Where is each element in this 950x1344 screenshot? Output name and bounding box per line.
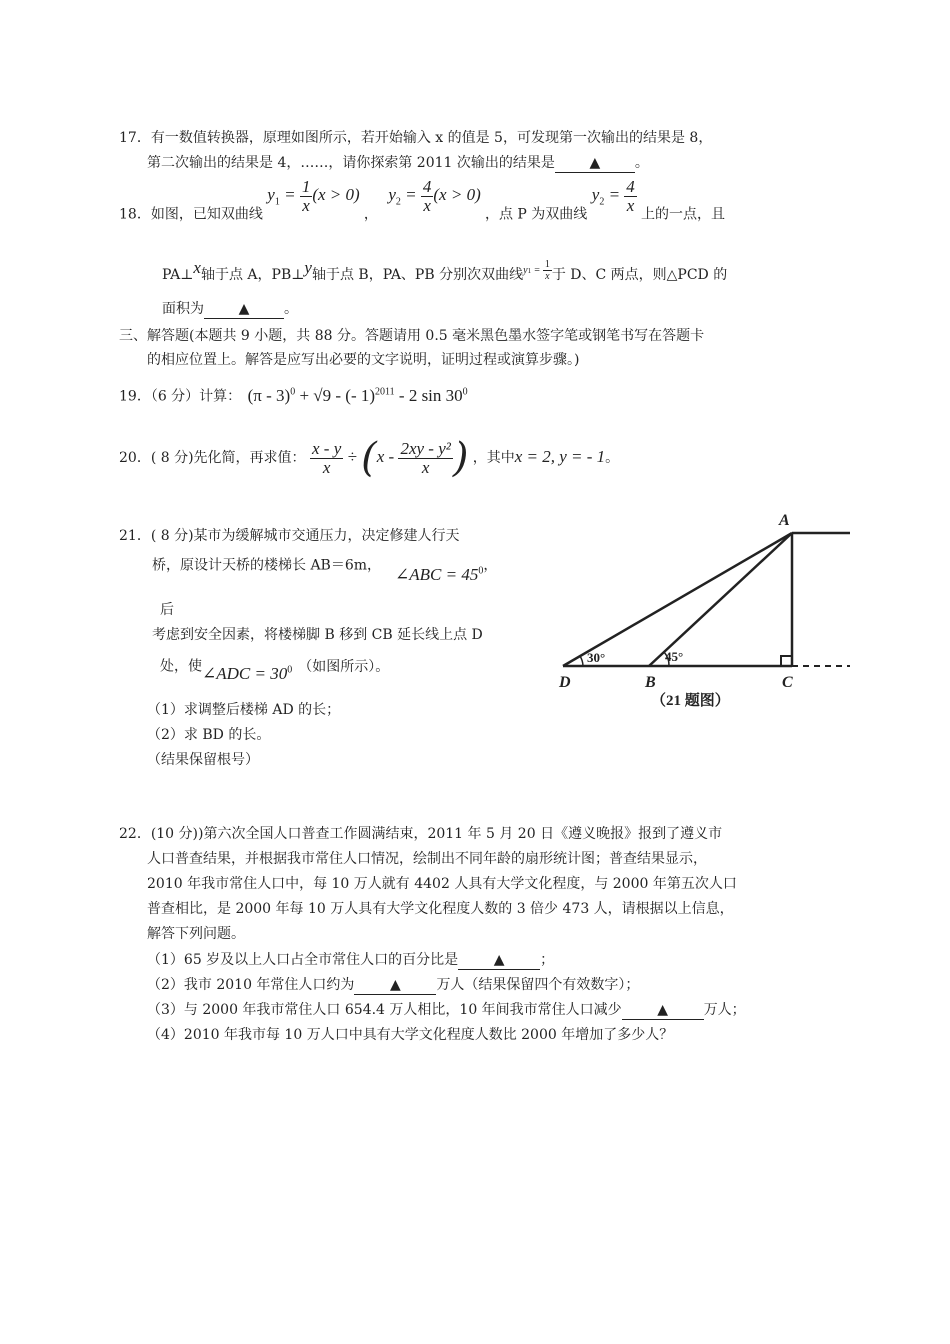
q18-eq3: $y_2$ = $\frac{4}{x}$ bbox=[591, 176, 635, 215]
q22-sub4: （4）2010 年我市每 10 万人口中具有大学文化程度人数比 2000 年增加了多少人？ bbox=[147, 1027, 674, 1043]
section3-line2: 的相应位置上。解答是应写出必要的文字说明，证明过程或演算步骤。) bbox=[147, 352, 580, 368]
label-d: D bbox=[559, 674, 571, 691]
q21-line4: 考虑到安全因素，将楼梯脚 B 移到 CB 延长线上点 D bbox=[152, 627, 483, 643]
q18-eq2: $y_2$ = $\frac{4}{x}$ (x > 0) bbox=[388, 176, 481, 215]
right-angle-mark bbox=[781, 656, 792, 666]
label-b: B bbox=[645, 674, 656, 691]
q22-sub3: （3）与 2000 年我市常住人口 654.4 万人相比，10 年间我市常住人口减少 ▲ 万人； bbox=[147, 1002, 746, 1018]
q19-expression: (π - 3)$^0$ + √9 - (- 1)$^{2011}$ - 2 $\sin 30^0$ bbox=[247, 385, 468, 405]
q22-line5: 解答下列问题。 bbox=[147, 926, 245, 942]
figure-21 bbox=[555, 505, 855, 720]
q21-line3: 后 bbox=[160, 602, 174, 618]
q22-line4: 普查相比，是 2000 年每 10 万人具有大学文化程度人数的 3 倍少 473 人，请根据以上信息， bbox=[147, 901, 734, 917]
q17-line1: 17．有一数值转换器，原理如图所示，若开始输入 x 的值是 5，可发现第一次输出的结果是 8， bbox=[119, 130, 713, 146]
q21-line5: 处，使∠ADC = $30^0$ （如图所示）。 bbox=[160, 658, 390, 683]
q22-line2: 人口普查结果，并根据我市常住人口情况，绘制出不同年龄的扇形统计图；普查结果显示， bbox=[147, 851, 707, 867]
q22-line3: 2010 年我市常住人口中，每 10 万人就有 4402 人具有大学文化程度，与 2000 年第五次人口 bbox=[147, 876, 737, 892]
angle-arc-d bbox=[580, 656, 583, 666]
q18-eq1: $y_1$ = $\frac{1}{x}$ (x > 0) bbox=[267, 176, 360, 215]
q18-small-eq: y1 = 1 x bbox=[523, 259, 550, 283]
q22-line1: 22．(10 分))第六次全国人口普查工作圆满结束，2011 年 5 月 20 日《遵义晚报》报到了遵义市 bbox=[119, 826, 723, 842]
q21-sub1: （1）求调整后楼梯 AD 的长； bbox=[147, 702, 341, 718]
q18-answer-blank[interactable]: ▲ bbox=[204, 300, 284, 319]
line-ad bbox=[563, 533, 792, 666]
q22-sub1-blank[interactable]: ▲ bbox=[458, 951, 540, 970]
q17-answer-blank[interactable]: ▲ bbox=[555, 154, 635, 173]
left-paren: ( bbox=[361, 435, 377, 482]
angle-d-label: 30° bbox=[587, 650, 606, 665]
q19: 19．（6 分）计算： (π - 3)$^0$ + √9 - (- 1)$^{2011}$ - 2 $\sin 30^0$ bbox=[119, 385, 468, 405]
angle-b-label: 45° bbox=[665, 649, 684, 664]
q22-sub2-blank[interactable]: ▲ bbox=[354, 976, 436, 995]
label-a: A bbox=[779, 512, 790, 529]
q22-sub3-blank[interactable]: ▲ bbox=[622, 1001, 704, 1020]
q22-sub2: （2）我市 2010 年常住人口约为 ▲ 万人（结果保留四个有效数字）； bbox=[147, 977, 640, 993]
right-paren: ) bbox=[452, 435, 469, 482]
q21-line2: 桥，原设计天桥的楼梯长 AB＝6m， ∠ABC = $45^0$， bbox=[152, 557, 498, 584]
q21-sub2: （2）求 BD 的长。 bbox=[147, 727, 271, 743]
q18-line3: 面积为 ▲ 。 bbox=[162, 301, 298, 317]
q22-sub1: （1）65 岁及以上人口占全市常住人口的百分比是 ▲ ； bbox=[147, 952, 555, 968]
section3-line1: 三、解答题(本题共 9 小题，共 88 分。答题请用 0.5 毫米黑色墨水签字笔或钢笔书写在答题卡 bbox=[119, 328, 705, 344]
q21-line1: 21．( 8 分)某市为缓解城市交通压力，决定修建人行天 bbox=[119, 528, 460, 544]
q17-line2: 第二次输出的结果是 4，……，请你探索第 2011 次输出的结果是 ▲ 。 bbox=[147, 155, 649, 171]
q21-sub3: （结果保留根号） bbox=[147, 752, 259, 768]
q18-line1: 18．如图，已知双曲线 $y_1$ = $\frac{1}{x}$ (x > 0) ， $y_2$ = $\frac{4}{x}$ (x > 0) ，点 P 为双曲线 $y_2$ = $\frac{4}{x}$ 上的一点，且 bbox=[119, 176, 726, 223]
figure-caption: （21 题图） bbox=[651, 693, 730, 709]
q20: 20．( 8 分)先化简，再求值： $\frac{x - y}{x}$ ÷ (x - $\frac{\text{2xy - y²}}{x}$ ) ，其中x = 2, y = - 1。 bbox=[119, 435, 620, 482]
q18-line2: PA⊥x轴于点 A，PB⊥y轴于点 B，PA、PB 分别次双曲线$^{y1 = \frac{1}{x}}$ 于 D、C 两点，则△PCD 的 bbox=[162, 258, 728, 283]
q20-expression: $\frac{x - y}{x}$ ÷ (x - $\frac{\text{2xy - y²}}{x}$ ) bbox=[312, 435, 469, 482]
label-c: C bbox=[782, 674, 793, 691]
line-ab bbox=[649, 533, 792, 666]
